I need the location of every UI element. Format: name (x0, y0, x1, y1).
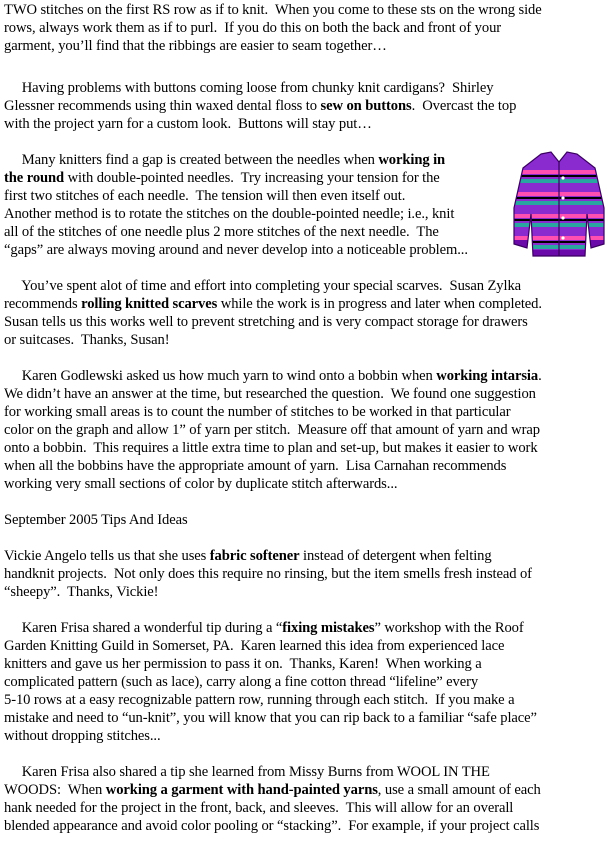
text-line (4, 583, 158, 601)
bold-keyword: working intarsia (436, 368, 539, 384)
text-run: “sheepy”. Thanks, Vickie! (4, 584, 159, 600)
text-line (4, 511, 188, 529)
text-run: handknit projects. Not only does this require no rinsing, but the item smells fresh instead of (4, 566, 532, 582)
text-run: TWO stitches on the first RS row as if to knit. When you come to these sts on the wrong side (4, 2, 542, 18)
button-icon (561, 216, 564, 219)
text-line (4, 277, 521, 295)
text-run: We didn’t have an answer at the time, but researched the question. We found one suggestion (4, 386, 536, 402)
text-run: blended appearance and avoid color pooling or “stacking”. For example, if your project calls (4, 818, 540, 834)
text-run: WOODS: When (4, 782, 106, 798)
text-line (4, 367, 542, 385)
text-run: all of the stitches of one needle plus 2 more stitches of the next needle. The (4, 224, 439, 240)
text-run: “gaps” are always moving around and never develop into a noticeable problem... (4, 242, 468, 258)
text-line (4, 817, 539, 835)
text-line (4, 799, 513, 817)
text-run: . (538, 368, 542, 384)
text-run: ” workshop with the Roof (374, 620, 524, 636)
text-line (4, 727, 161, 745)
text-run: onto a bobbin. This requires a little extra time to plan and set-up, but makes it easier to work (4, 440, 538, 456)
text-run: with the project yarn for a custom look. Buttons will stay put… (4, 116, 372, 132)
text-line (4, 295, 542, 313)
text-line (4, 565, 532, 583)
text-run: garment, you’ll find that the ribbings are easier to seam together… (4, 38, 387, 54)
text-line (4, 223, 439, 241)
text-run: color on the graph and allow 1” of yarn per stitch. Measure off that amount of yarn and wrap (4, 422, 540, 438)
text-line (4, 313, 528, 331)
button-icon (561, 236, 564, 239)
text-line (4, 97, 516, 115)
text-line (4, 781, 541, 799)
text-run: or suitcases. Thanks, Susan! (4, 332, 170, 348)
text-line (4, 421, 540, 439)
bold-keyword: fixing mistakes (282, 620, 375, 636)
bold-keyword: fabric softener (209, 548, 300, 564)
text-line (4, 151, 445, 169)
text-run: Karen Frisa also shared a tip she learned from Missy Burns from WOOL IN THE (4, 764, 490, 780)
text-run: complicated pattern (such as lace), carry along a fine cotton thread “lifeline” every (4, 674, 479, 690)
text-line (4, 403, 511, 421)
text-run: You’ve spent alot of time and effort into completing your special scarves. Susan Zylka (4, 278, 522, 294)
text-run: when all the bobbins have the appropriate amount of yarn. Lisa Carnahan recommends (4, 458, 507, 474)
text-run: working very small sections of color by duplicate stitch afterwards... (4, 476, 398, 492)
text-line (4, 547, 492, 565)
text-run: Having problems with buttons coming loose from chunky knit cardigans? Shirley (4, 80, 494, 96)
text-run: knitters and gave us her permission to pass it on. Thanks, Karen! When working a (4, 656, 482, 672)
text-run: instead of detergent when felting (299, 548, 492, 564)
bold-keyword: working in (378, 152, 446, 168)
text-line (4, 385, 536, 403)
text-run: recommends (4, 296, 82, 312)
text-run: with double-pointed needles. Try increasing your tension for the (64, 170, 440, 186)
button-icon (561, 196, 564, 199)
text-line (4, 115, 372, 133)
text-line (4, 763, 490, 781)
text-run: Another method is to rotate the stitches on the double-pointed needle; i.e., knit (4, 206, 455, 222)
text-line (4, 79, 493, 97)
text-run: hank needed for the project in the front, back, and sleeves. This will allow for an overall (4, 800, 514, 816)
text-run: mistake and need to “un-knit”, you will know that you can rip back to a familiar “safe place” (4, 710, 537, 726)
text-line (4, 187, 405, 205)
text-line (4, 169, 440, 187)
bold-keyword: the round (4, 170, 65, 186)
text-line (4, 37, 387, 55)
text-line (4, 439, 538, 457)
text-run: for working small areas is to count the number of stitches to be worked in that particular (4, 404, 511, 420)
text-line (4, 655, 482, 673)
text-line (4, 457, 506, 475)
text-line (4, 619, 524, 637)
text-line (4, 637, 504, 655)
text-line (4, 691, 514, 709)
text-run: while the work is in progress and later when completed. (217, 296, 542, 312)
text-run: Susan tells us this works well to prevent stretching and is very compact storage for drawers (4, 314, 528, 330)
text-run: without dropping stitches... (4, 728, 161, 744)
text-run: first two stitches of each needle. The tension will then even itself out. (4, 188, 406, 204)
text-run: Karen Godlewski asked us how much yarn to wind onto a bobbin when (4, 368, 437, 384)
text-run: September 2005 Tips And Ideas (4, 512, 188, 528)
text-line (4, 241, 468, 259)
text-run: , use a small amount of each (377, 782, 541, 798)
text-run: Glessner recommends using thin waxed dental floss to (4, 98, 321, 114)
button-icon (561, 176, 564, 179)
text-run: rows, always work them as if to purl. If you do this on both the back and front of your (4, 20, 502, 36)
bold-keyword: rolling knitted scarves (81, 296, 218, 312)
text-run: 5-10 rows at a easy recognizable pattern row, running through each stitch. If you make a (4, 692, 515, 708)
bold-keyword: working a garment with hand-painted yarns (105, 782, 378, 798)
text-line (4, 1, 542, 19)
text-run: Vickie Angelo tells us that she uses (4, 548, 210, 564)
text-run: . Overcast the top (411, 98, 517, 114)
text-line (4, 19, 501, 37)
text-line (4, 205, 454, 223)
text-line (4, 709, 537, 727)
text-run: Karen Frisa shared a wonderful tip during a “ (4, 620, 283, 636)
cardigan-sweater-icon (511, 148, 607, 260)
text-line (4, 673, 478, 691)
bold-keyword: sew on buttons (320, 98, 412, 114)
text-run: Garden Knitting Guild in Somerset, PA. Karen learned this idea from experienced lace (4, 638, 505, 654)
text-line (4, 475, 397, 493)
text-line (4, 331, 169, 349)
text-run: Many knitters find a gap is created between the needles when (4, 152, 379, 168)
